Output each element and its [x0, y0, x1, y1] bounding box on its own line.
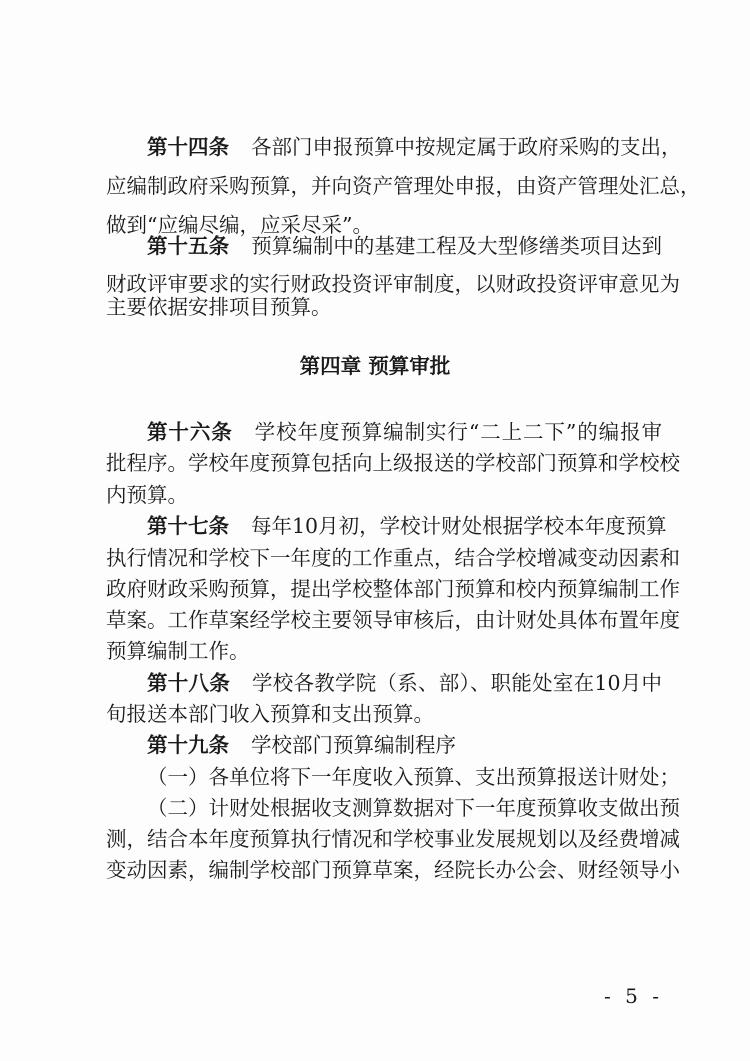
- article-17-line-2: 执行情况和学校下一年度的工作重点，结合学校增减变动因素和: [106, 546, 680, 570]
- article-17-text-1: 每年10月初，学校计财处根据学校本年度预算: [251, 514, 667, 538]
- item-2-line-2: 测，结合本年度预算执行情况和学校事业发展规划以及经费增减: [106, 827, 680, 851]
- article-16-line-2: 批程序。学校年度预算包括向上级报送的学校部门预算和学校校: [106, 451, 680, 475]
- article-16-label: 第十六条: [147, 420, 233, 444]
- article-18-line-1: [147, 669, 662, 697]
- item-2-line-3: 变动因素，编制学校部门预算草案，经院长办公会、财经领导小: [106, 858, 680, 882]
- article-16-line-3: 内预算。: [106, 483, 188, 507]
- article-17-line-5: 预算编制工作。: [106, 639, 250, 663]
- page-number: - 5 -: [604, 984, 663, 1008]
- article-15-line-3: 主要依据安排项目预算。: [106, 295, 332, 319]
- article-19-label: 第十九条: [147, 733, 229, 757]
- article-16-text-1: 学校年度预算编制实行“二上二下”的编报审: [254, 420, 663, 444]
- article-18-text-1: 学校各教学院（系、部）、职能处室在10月中: [251, 671, 662, 695]
- article-15-line-2: 财政评审要求的实行财政投资评审制度，以财政投资评审意见为: [106, 272, 680, 296]
- article-17-line-4: 草案。工作草案经学校主要领导审核后，由计财处具体布置年度: [106, 608, 680, 632]
- article-14-line-1: [147, 133, 682, 161]
- article-14-text-1: 各部门申报预算中按规定属于政府采购的支出，: [251, 135, 682, 159]
- article-14-label: 第十四条: [147, 135, 229, 159]
- article-14-line-3: 做到“应编尽编，应采尽采”。: [106, 213, 373, 237]
- item-2-line-1: （二）计财处根据收支测算数据对下一年度预算收支做出预: [147, 796, 680, 820]
- article-15-text-1: 预算编制中的基建工程及大型修缮类项目达到: [251, 234, 663, 258]
- article-15-line-1: [147, 232, 662, 260]
- article-18-line-2: 旬报送本部门收入预算和支出预算。: [106, 702, 434, 726]
- article-18-label: 第十八条: [147, 671, 230, 695]
- chapter-heading: 第四章 预算审批: [299, 354, 451, 378]
- article-14-line-2: 应编制政府采购预算，并向资产管理处申报，由资产管理处汇总，: [106, 174, 701, 198]
- article-15-label: 第十五条: [147, 234, 230, 258]
- article-17-label: 第十七条: [147, 514, 229, 538]
- article-17-line-1: [147, 512, 667, 540]
- article-17-line-3: 政府财政采购预算，提出学校整体部门预算和校内预算编制工作: [106, 577, 680, 601]
- article-16-line-1: [147, 418, 662, 446]
- item-1-line-1: （一）各单位将下一年度收入预算、支出预算报送计财处；: [147, 765, 680, 789]
- article-19-line-1: [147, 731, 662, 759]
- article-19-text-1: 学校部门预算编制程序: [251, 733, 456, 757]
